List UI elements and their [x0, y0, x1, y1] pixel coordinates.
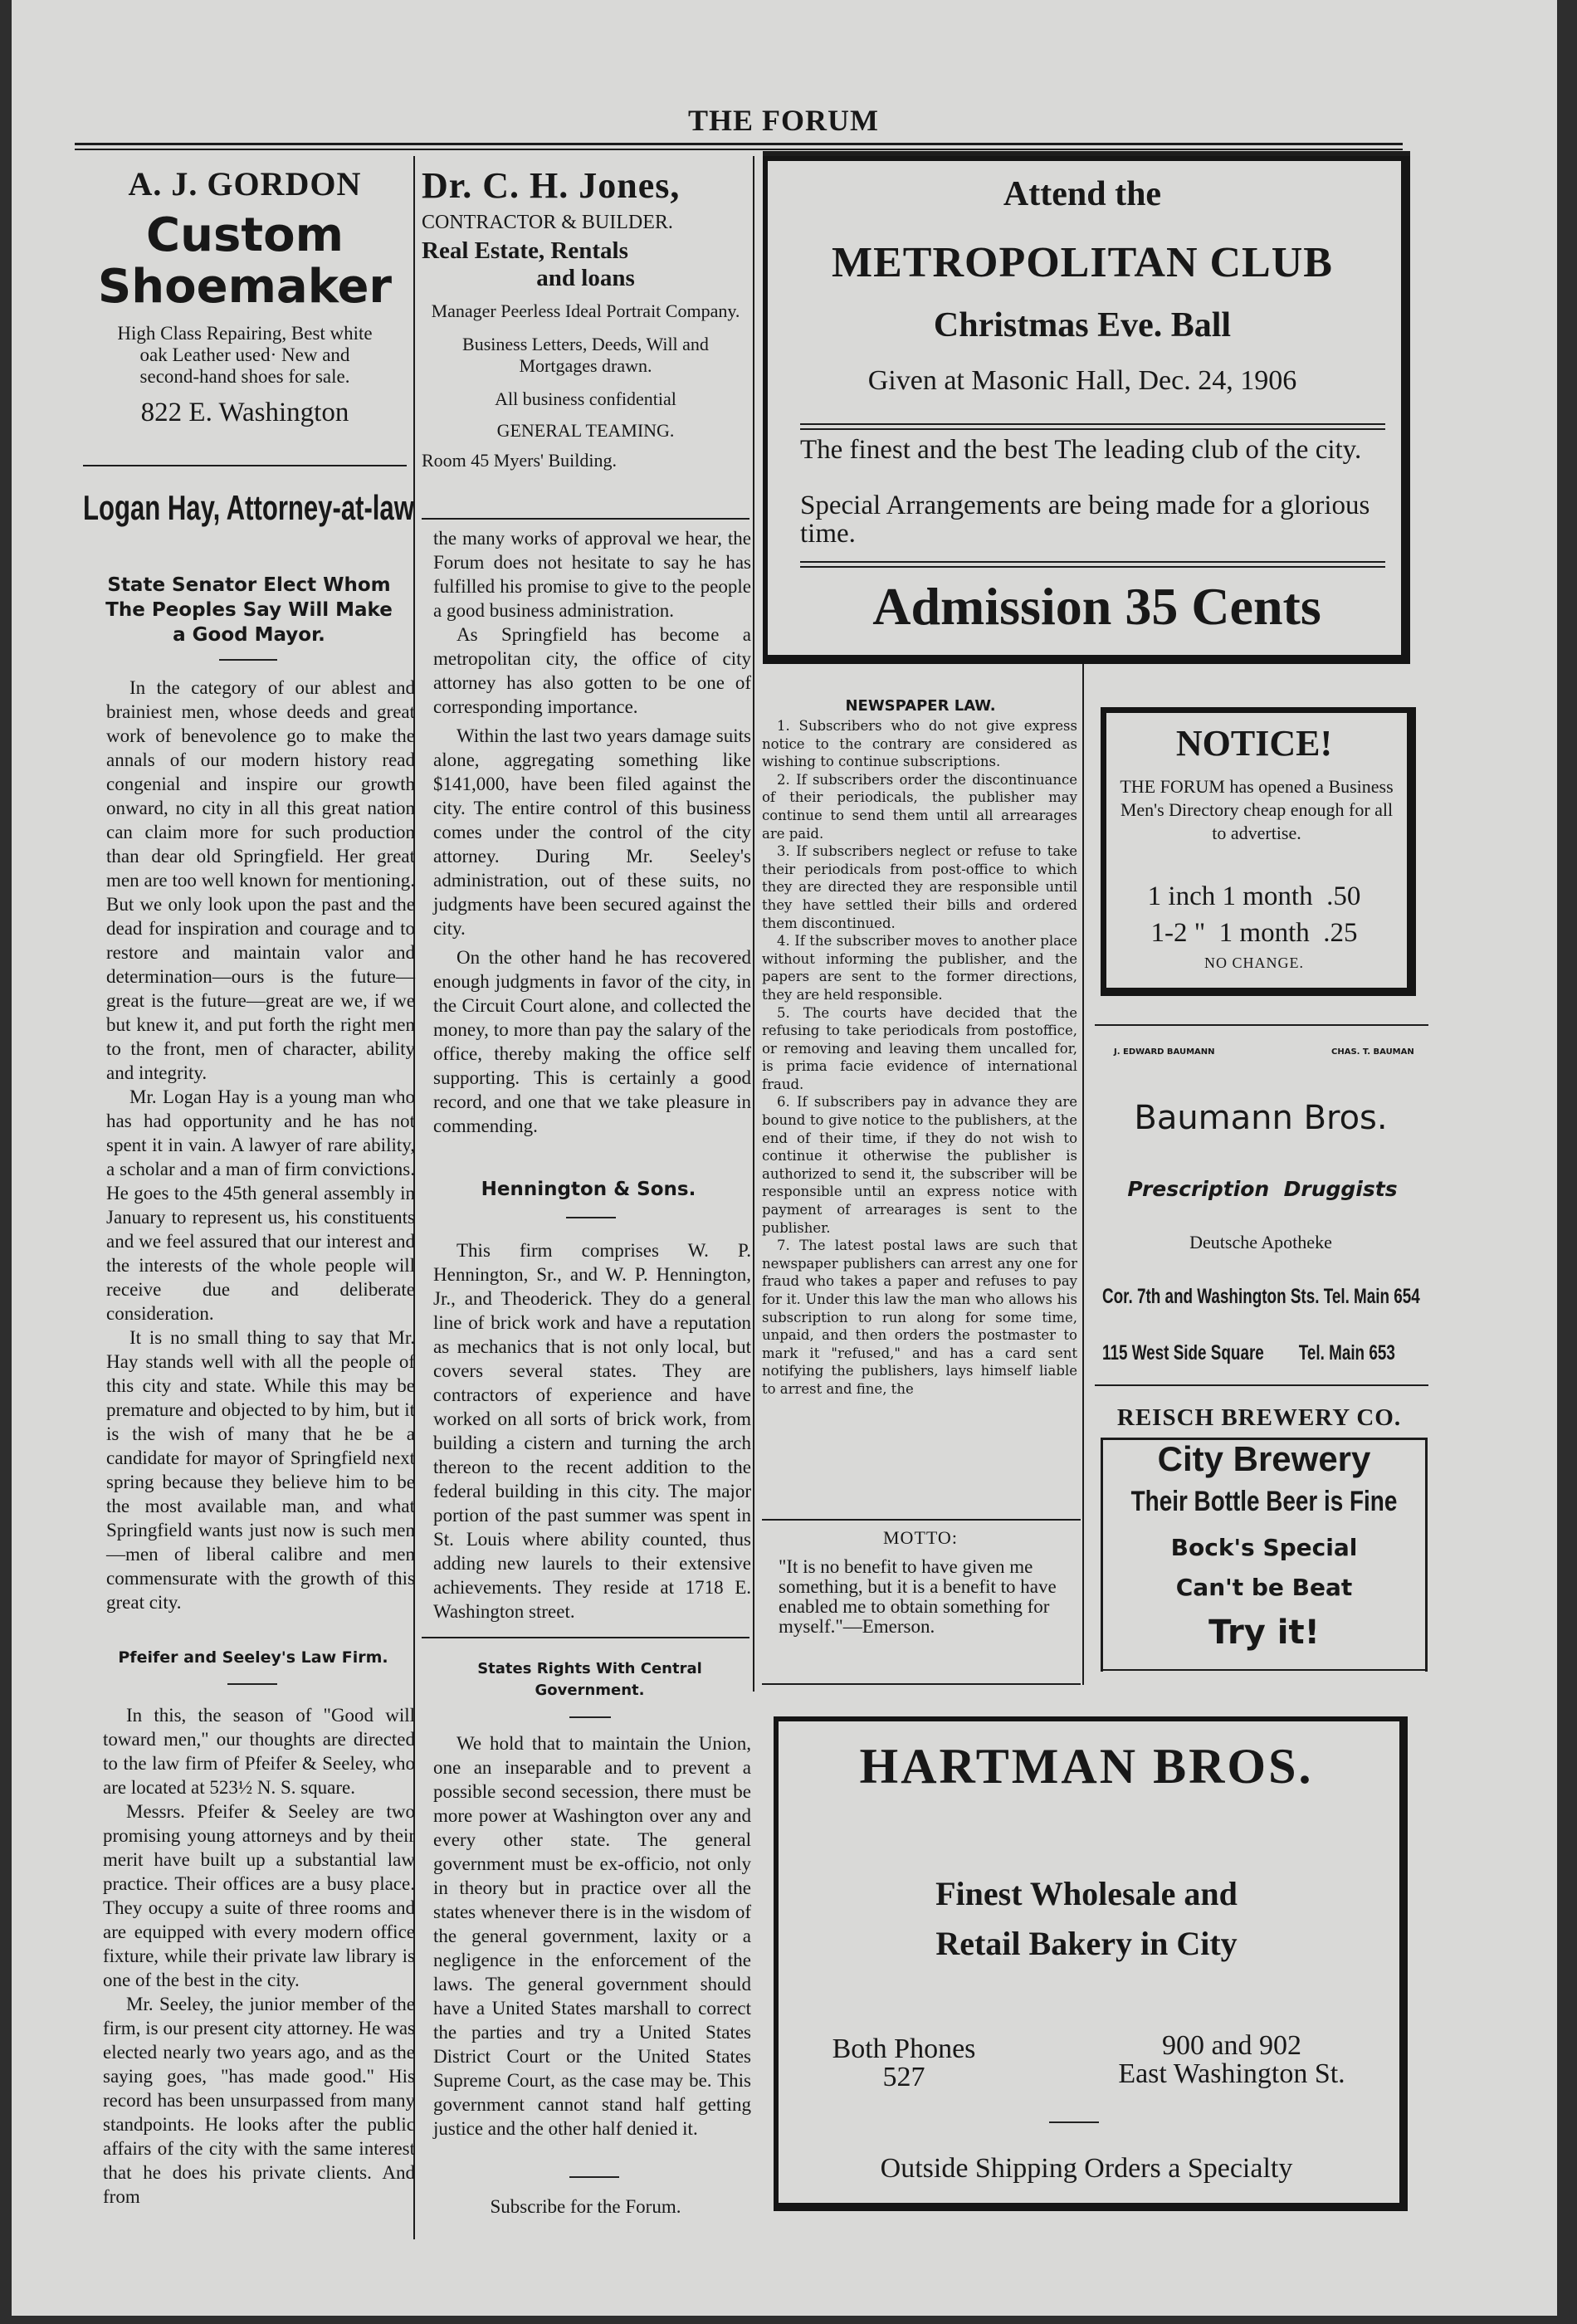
col2-p2: Within the last two years damage suits alone, aggregating something like $141,000, have been filed against the city. The entire control of this business comes under the control of the city attorney. During Mr. Seeley's administration, out of these suits, no judgments have been secured against the city. [433, 725, 751, 939]
pfeifer-article [103, 1703, 415, 2209]
gordon-ad [83, 164, 407, 428]
gordon-address: 822 E. Washington [140, 398, 349, 427]
notice-forum-name: THE FORUM [1120, 776, 1225, 797]
hartman-mid-rule [1049, 2121, 1099, 2123]
states-rule [569, 1716, 611, 1718]
gordon-desc: High Class Repairing, Best white oak Leather used· New and second-hand shoes for sale. [117, 323, 373, 387]
jones-l6: All business confidential [495, 388, 676, 409]
jones-ad [422, 164, 749, 471]
club-l5: The finest and the best The leading club of the city. [800, 435, 1362, 465]
newslaw-item-5: 5. The courts have decided that the refusing to take periodicals from postoffice, or removing and leaving them uncalled for, is prima facie evidence of international fraud. [762, 1004, 1077, 1092]
hennington-end-rule [422, 1637, 749, 1638]
club-top-rule [763, 151, 1410, 156]
reisch-l4: Can't be Beat [1175, 1574, 1353, 1601]
baumann-addr-1: Cor. 7th and Washington Sts. Tel. Main 654 [1102, 1285, 1420, 1308]
pfeifer-p3: Mr. Seeley, the junior member of the firm, is our present city attorney. He was elected nearly two years ago, and as the saying goes, "has made good." His record has been unsurpassed from many standpoints. He looks after the public affairs of the city with the same interest that he does his private clients. And from [103, 1994, 415, 2207]
states-heading: States Rights With Central Government. [477, 1660, 702, 1699]
subscribe-line: Subscribe for the Forum. [490, 2196, 681, 2217]
newslaw-item-1: 1. Subscribers who do not give express notice to the contrary are considered as wishing to continue subscriptions. [762, 718, 1077, 770]
hartman-l2: Retail Bakery in City [935, 1925, 1238, 1962]
col2-p1: As Springfield has become a metropolitan city, the office of city attorney has also gotten to be one of corresponding importance. [433, 624, 751, 717]
club-l6: Special Arrangements are being made for a glorious time. [800, 491, 1370, 549]
jones-l3: and loans [536, 265, 635, 291]
hennington-rule [566, 1217, 616, 1218]
gordon-line2: Shoemaker [97, 260, 393, 314]
gordon-name: A. J. GORDON [128, 165, 362, 203]
reisch-head: REISCH BREWERY CO. [1116, 1404, 1402, 1431]
notice-body-text: has opened a Business Men's Directory cheap enough for all to advertise. [1120, 776, 1394, 843]
jones-l1: CONTRACTOR & BUILDER. [422, 212, 673, 233]
baumann-bottom-rule [1095, 1384, 1428, 1386]
club-l2: METROPOLITAN CLUB [832, 239, 1333, 286]
hartman-addr-2: East Washington St. [1118, 2058, 1345, 2089]
states-article [433, 1731, 751, 2141]
jones-l8: Room 45 Myers' Building. [422, 450, 617, 471]
col2-p3: On the other hand he has recovered enough judgments in favor of the city, in the Circuit Court alone, and collected the money, to more than pay the salary of the office, thereby making the office self supporting. This is certainly a good record, and one that we take pleasure in commending. [433, 947, 751, 1136]
hartman-l1: Finest Wholesale and [935, 1875, 1238, 1912]
motto-end-rule [762, 1683, 1081, 1685]
notice-rate-1: 1 inch 1 month .50 [1147, 881, 1361, 911]
motto-label: MOTTO: [883, 1527, 958, 1548]
reisch-frame-bottom [1101, 1669, 1428, 1671]
gordon-rule [83, 465, 407, 466]
hennington-article [433, 1238, 751, 1623]
hartman-phone-number: 527 [882, 2062, 925, 2092]
newslaw-item-6: 6. If subscribers pay in advance they are bound to give notice to the publishers, at the end of their time, if they do not wish to continue it otherwise the publisher is authorized to send it, the subscriber will be responsible until an express notice with payment of arrearages is sent to the publisher. [762, 1094, 1077, 1236]
hay-p3: It is no small thing to say that Mr. Hay stands well with all the people of this city and state. While this may be premature and objected to by him, but it is the wish of many that he be a candidate for mayor of Springfield next spring because they believe him to be the most available man, and what Springfield wants just now is such men—men of liberal calibre and men commensurate with the growth of this great city. [106, 1327, 415, 1613]
notice-body [1116, 775, 1398, 845]
baumann-right-name: CHAS. T. BAUMAN [1331, 1047, 1414, 1057]
club-l1: Attend the [1003, 175, 1162, 213]
hennington-heading: Hennington & Sons. [481, 1179, 696, 1200]
reisch-l1: City Brewery [1157, 1439, 1371, 1478]
col2-p0: the many works of approval we hear, the Forum does not hesitate to say he has fulfilled his promise to give to the people a good business administration. [433, 528, 751, 621]
club-l3: Christmas Eve. Ball [933, 306, 1232, 344]
newslaw-item-7: 7. The latest postal laws are such that newspaper publishers can arrest any one for fraud who takes a paper and refuses to pay for it. Under this law the man who allows his subscription to run along for some time, unpaid, and then orders the postmaster to mark it "refused," and has a card sent notifying the publishers, lays himself liable to arrest and fine, the [762, 1238, 1077, 1397]
masthead: THE FORUM [688, 104, 879, 137]
column-divider-3 [1082, 664, 1084, 1685]
baumann-title: Baumann Bros. [1134, 1099, 1388, 1137]
hay-sub-rule [219, 659, 277, 661]
pfeifer-heading: Pfeifer and Seeley's Law Firm. [118, 1648, 388, 1667]
club-l7: Admission 35 Cents [872, 577, 1321, 636]
jones-l5: Business Letters, Deeds, Will and Mortgages drawn. [462, 334, 709, 376]
reisch-l2: Their Bottle Beer is Fine [1130, 1486, 1398, 1517]
baumann-left-name: J. EDWARD BAUMANN [1114, 1047, 1215, 1057]
newslaw-item-2: 2. If subscribers order the discontinuance of their periodicals, the publisher may continue to send them until all arrearages are paid. [762, 771, 1077, 842]
newslaw-list [762, 717, 1077, 1399]
hay-p2: Mr. Logan Hay is a young man who has had opportunity and he has not spent it in vain. A lawyer of rare ability, a scholar and a man of firm convictions. He goes to the 45th general assembly in January to represent us, his constituents and we feel assured that our interest and the interests of the whole people will receive due and deliberate consideration. [106, 1086, 415, 1324]
hennington-p1: This firm comprises W. P. Hennington, Sr., and W. P. Hennington, Jr., and Theoderick. They do a general line of brick work and have a reputation as mechanics that is not only local, but covers several states. They are contractors of experience and have worked on all sorts of brick work, from building a cistern and turning the arch thereon to the recent addition to the federal building in this city. The major portion of the past summer was spent in St. Louis where ability counted, thus adding new laurels to their extensive achievements. They reside at 1718 E. Washington street. [433, 1240, 751, 1622]
jones-rule [422, 518, 749, 520]
masthead-rule-top [75, 143, 1403, 145]
reisch-l5: Try it! [1208, 1614, 1320, 1652]
newslaw-rule [762, 1519, 1081, 1521]
reisch-l3: Bock's Special [1170, 1534, 1358, 1561]
newslaw-heading: NEWSPAPER LAW. [845, 697, 996, 715]
club-rule-b [800, 428, 1385, 430]
pfeifer-p2: Messrs. Pfeifer & Seeley are two promising young attorneys and by their merit have built up a substantial law practice. Their offices are a busy place. They occupy a suite of three rooms and are equipped with every modern office fixture, while their private law library is one of the best in the city. [103, 1801, 415, 1990]
newslaw-item-4: 4. If the subscriber moves to another place without informing the publisher, and the papers are sent to the former directions, they are held responsible. [762, 933, 1077, 1003]
notice-no-change: NO CHANGE. [1204, 954, 1304, 971]
pfeifer-continued [433, 526, 751, 1138]
club-rule-c [800, 561, 1385, 563]
hay-p1: In the category of our ablest and brainiest men, whose deeds and great work of benevolence go to make the annals of our modern history read congenial and inspire our growth onward, no city in all this great nation can claim more for such production than dear old Springfield. Her great men are too well known for mentioning. But we only look upon the past and the dead for inspiration and courage and to restore and maintain valor and determination—ours is the future—great is the future—great are we, if we but knew it, and put forth the right men to the front, men of character, ability and integrity. [106, 677, 415, 1083]
column-divider-2 [753, 156, 754, 1692]
club-rule-d [800, 566, 1385, 568]
hartman-address [1066, 2032, 1398, 2088]
notice-rate-2: 1-2 " 1 month .25 [1150, 918, 1358, 948]
club-rule-a [800, 423, 1385, 425]
baumann-sub: Prescription Druggists [1127, 1177, 1398, 1201]
states-end-rule [569, 2176, 619, 2178]
jones-l4: Manager Peerless Ideal Portrait Company. [431, 300, 740, 321]
baumann-de: Deutsche Apotheke [1189, 1232, 1332, 1252]
notice-title: NOTICE! [1175, 723, 1333, 764]
baumann-top-rule [1095, 1024, 1428, 1026]
newspaper-page [12, 0, 1557, 2316]
hay-article [106, 676, 415, 1614]
hay-subhead: State Senator Elect Whom The Peoples Say Will Make a Good Mayor. [105, 574, 393, 646]
masthead-rule-bottom [75, 149, 1403, 150]
jones-name: Dr. C. H. Jones, [422, 165, 681, 206]
club-l4: Given at Masonic Hall, Dec. 24, 1906 [867, 365, 1297, 396]
hartman-phones-label: Both Phones [832, 2034, 976, 2064]
states-p1: We hold that to maintain the Union, one an inseparable and to prevent a possible second secession, there must be more power at Washington over any and every other state. The general government must be ex-officio, not only in theory but in practice over all the states whenever there is in the wisdom of the general government, laxity or a negligence in the enforcement of the laws. The general government should have a United States marshall to correct the parties and try a United States District Court or the United States Supreme Court, as the case may be. This government cannot stand half getting justice and the other half denied it. [433, 1733, 751, 2139]
baumann-addr-2: 115 West Side Square Tel. Main 653 [1102, 1341, 1395, 1365]
hartman-addr-1: 900 and 902 [1161, 2030, 1302, 2061]
pfeifer-p1: In this, the season of "Good will toward men," our thoughts are directed to the law firm of Pfeifer & Seeley, who are located at 523½ N. S. square. [103, 1705, 415, 1798]
newslaw-item-3: 3. If subscribers neglect or refuse to take their periodicals from post-office to which they are directed they are responsible until they have settled their bills and ordered them discontinued. [762, 843, 1077, 931]
hay-heading: Logan Hay, Attorney-at-law [83, 488, 414, 527]
jones-l2: Real Estate, Rentals [422, 237, 628, 264]
motto-text: "It is no benefit to have given me something, but it is a benefit to have enabled me to obtain something for myself."—Emerson. [779, 1556, 1057, 1637]
hartman-phones [792, 2035, 1016, 2092]
pfeifer-rule [227, 1683, 277, 1685]
hartman-footer: Outside Shipping Orders a Specialty [880, 2153, 1293, 2184]
gordon-line1: Custom [146, 208, 344, 262]
hartman-title: HARTMAN BROS. [859, 1739, 1314, 1794]
jones-l7: GENERAL TEAMING. [496, 420, 675, 441]
